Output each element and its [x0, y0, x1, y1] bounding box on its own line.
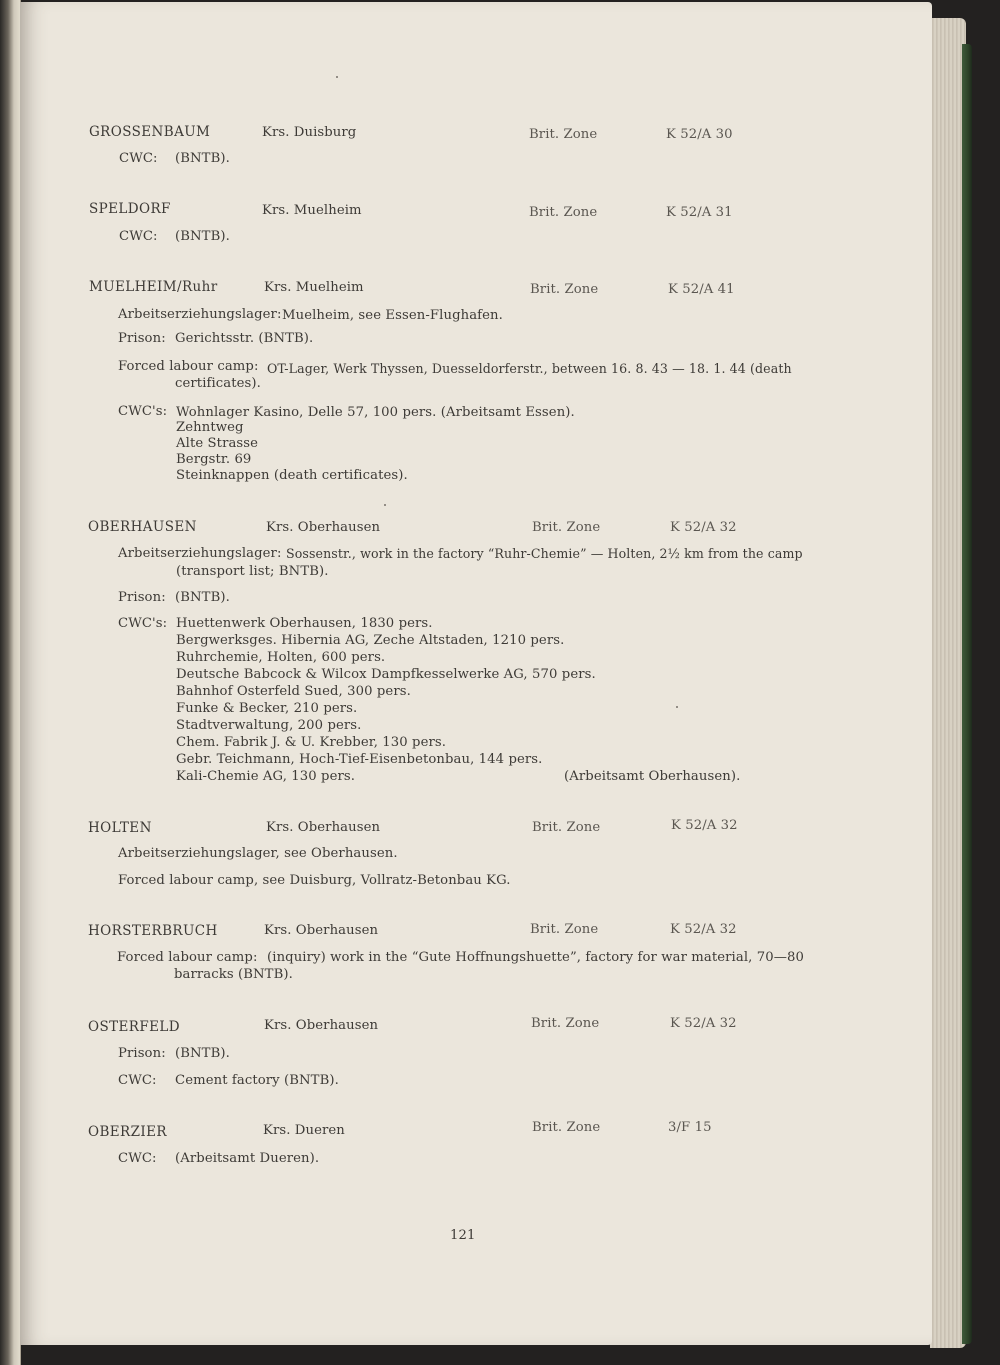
entry-place: HORSTERBRUCH — [88, 923, 218, 939]
entry-district: Krs. Dueren — [263, 1123, 345, 1138]
entry-place: OBERZIER — [88, 1124, 167, 1140]
item-text: (inquiry) work in the “Gute Hoffnungshuette”, factory for war material, 70—80 — [267, 950, 804, 965]
entry-map-ref: K 52/A 32 — [670, 922, 737, 937]
list-item: Wohnlager Kasino, Delle 57, 100 pers. (Arbeitsamt Essen). — [176, 405, 575, 420]
item-label: Prison: — [118, 331, 166, 346]
entry-zone: Brit. Zone — [532, 820, 601, 835]
item-label: Prison: — [118, 1046, 166, 1061]
item-label: CWC: — [119, 229, 158, 244]
item-label: Arbeitserziehungslager: — [118, 546, 282, 561]
speck — [384, 504, 386, 506]
item-label: CWC: — [119, 151, 158, 166]
item-label: CWC's: — [118, 404, 168, 419]
list-item: Ruhrchemie, Holten, 600 pers. — [176, 650, 386, 665]
item-label: Forced labour camp: — [118, 359, 259, 374]
entry-map-ref: K 52/A 41 — [668, 282, 735, 297]
item-text: (BNTB). — [175, 151, 230, 166]
entry-district: Krs. Duisburg — [262, 125, 357, 140]
item-text: Sossenstr., work in the factory “Ruhr-Chemie” — Holten, 2½ km from the camp — [286, 546, 803, 561]
entry-place: OSTERFELD — [88, 1019, 180, 1035]
list-item: Steinknappen (death certificates). — [176, 468, 408, 483]
entry-zone: Brit. Zone — [532, 520, 601, 535]
item-label: Arbeitserziehungslager: — [118, 307, 282, 322]
list-item: Kali-Chemie AG, 130 pers. — [176, 769, 356, 784]
entry-zone: Brit. Zone — [529, 127, 598, 142]
entry-zone: Brit. Zone — [529, 205, 598, 220]
list-item: Bergwerksges. Hibernia AG, Zeche Altstaden, 1210 pers. — [176, 633, 565, 648]
list-item: Chem. Fabrik J. & U. Krebber, 130 pers. — [176, 735, 447, 750]
item-text: (BNTB). — [175, 590, 230, 605]
page-edges — [930, 18, 966, 1348]
entry-map-ref: K 52/A 32 — [671, 818, 738, 833]
item-text-continued: certificates). — [175, 376, 261, 391]
entry-map-ref: 3/F 15 — [668, 1120, 712, 1135]
entry-place: SPELDORF — [89, 201, 171, 217]
item-text: (Arbeitsamt Dueren). — [175, 1151, 320, 1166]
entry-zone: Brit. Zone — [530, 282, 599, 297]
entry-zone: Brit. Zone — [530, 922, 599, 937]
item-label: CWC's: — [118, 616, 168, 631]
item-text-continued: barracks (BNTB). — [174, 967, 293, 982]
item-text: (BNTB). — [175, 1046, 230, 1061]
entry-district: Krs. Muelheim — [262, 203, 362, 218]
entry-zone: Brit. Zone — [531, 1016, 600, 1031]
item-label: CWC: — [118, 1151, 157, 1166]
speck — [336, 76, 338, 78]
list-item: Gebr. Teichmann, Hoch-Tief-Eisenbetonbau, 144 pers. — [176, 752, 543, 767]
item-text-continued: (transport list; BNTB). — [176, 564, 329, 579]
list-item: Bergstr. 69 — [176, 452, 252, 467]
item-text: Gerichtsstr. (BNTB). — [175, 331, 314, 346]
item-text: Muelheim, see Essen-Flughafen. — [282, 308, 503, 323]
entry-district: Krs. Oberhausen — [266, 820, 381, 835]
entry-map-ref: K 52/A 32 — [670, 520, 737, 535]
entry-zone: Brit. Zone — [532, 1120, 601, 1135]
list-item: Alte Strasse — [176, 436, 259, 451]
entry-district: Krs. Oberhausen — [264, 1018, 379, 1033]
book-cover-edge — [962, 44, 972, 1344]
entry-district: Krs. Oberhausen — [266, 520, 381, 535]
item-label: CWC: — [118, 1073, 157, 1088]
entry-map-ref: K 52/A 30 — [666, 127, 733, 142]
list-item: Huettenwerk Oberhausen, 1830 pers. — [176, 616, 433, 631]
item-text: OT-Lager, Werk Thyssen, Duesseldorferstr., between 16. 8. 43 — 18. 1. 44 (death — [267, 361, 792, 376]
list-item: Deutsche Babcock & Wilcox Dampfkesselwerke AG, 570 pers. — [176, 667, 596, 682]
entry-district: Krs. Muelheim — [264, 280, 364, 295]
item-text: Arbeitserziehungslager, see Oberhausen. — [118, 846, 398, 861]
item-label: Prison: — [118, 590, 166, 605]
list-item: Zehntweg — [176, 420, 244, 435]
list-item: Bahnhof Osterfeld Sued, 300 pers. — [176, 684, 411, 699]
item-label: Forced labour camp: — [117, 950, 258, 965]
entry-place: OBERHAUSEN — [88, 519, 197, 535]
item-text: (BNTB). — [175, 229, 230, 244]
item-text: Cement factory (BNTB). — [175, 1073, 339, 1088]
page — [20, 2, 932, 1345]
page-number: 121 — [450, 1228, 476, 1243]
entry-district: Krs. Oberhausen — [264, 923, 379, 938]
entry-map-ref: K 52/A 31 — [666, 205, 733, 220]
entry-place: HOLTEN — [88, 820, 152, 836]
item-text: Forced labour camp, see Duisburg, Vollratz-Betonbau KG. — [118, 873, 511, 888]
speck — [676, 706, 678, 708]
left-page-edge — [0, 0, 21, 1365]
list-item: Stadtverwaltung, 200 pers. — [176, 718, 362, 733]
list-item: Funke & Becker, 210 pers. — [176, 701, 358, 716]
entry-place: MUELHEIM/Ruhr — [89, 279, 218, 295]
entry-place: GROSSENBAUM — [89, 124, 211, 140]
item-note: (Arbeitsamt Oberhausen). — [564, 769, 741, 784]
entry-map-ref: K 52/A 32 — [670, 1016, 737, 1031]
